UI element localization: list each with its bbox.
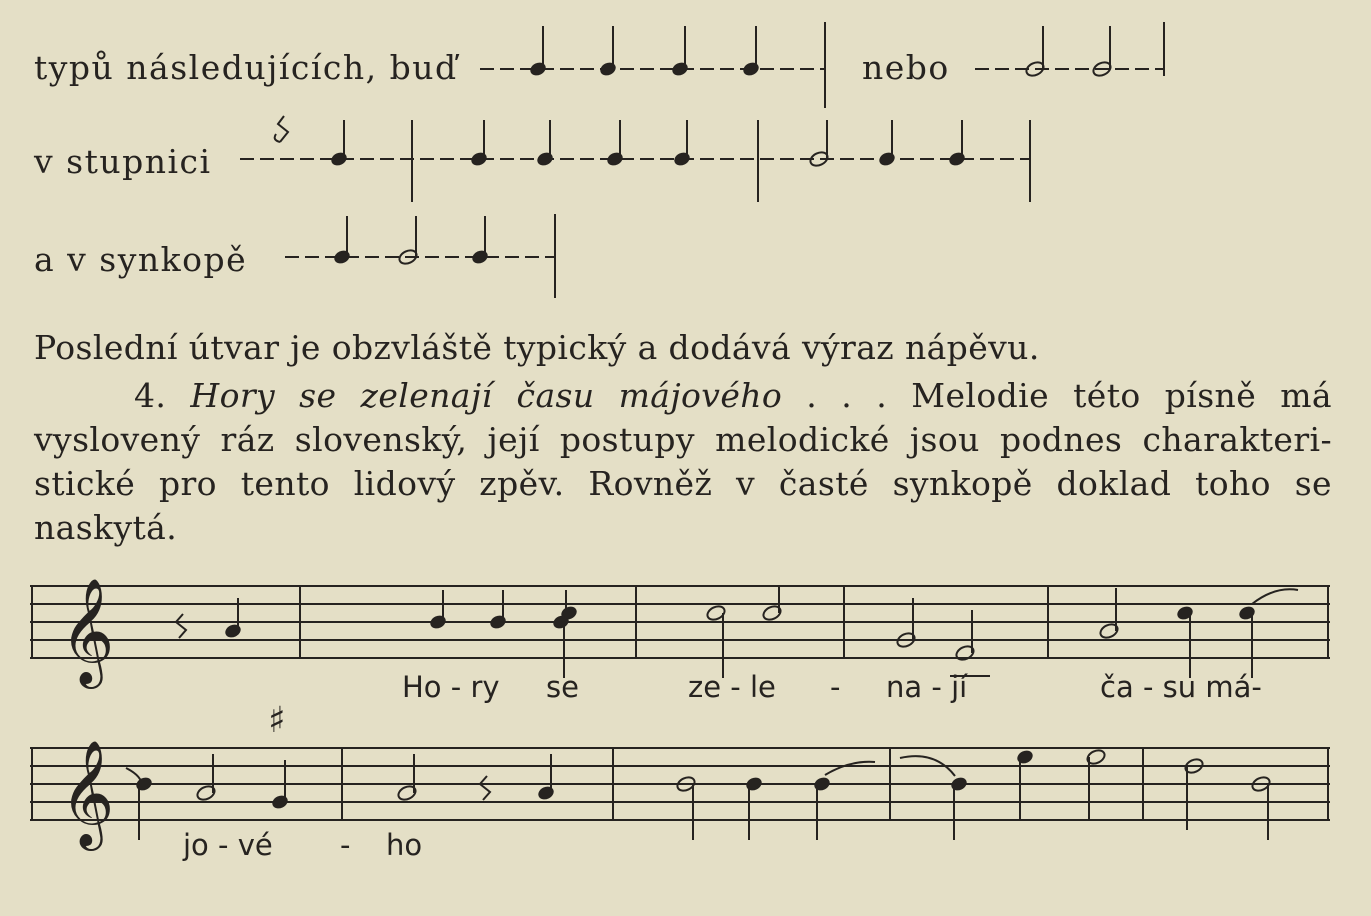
rhythm-figure-3 (285, 212, 575, 302)
treble-clef-icon: 𝄞 (60, 577, 115, 684)
staff-2-lyric-3: ho (386, 828, 423, 862)
staff-1-lyric-4: - (830, 670, 841, 704)
song-title: Hory se zelenají času májového (190, 376, 783, 415)
paragraph-1: Poslední útvar je obzvláště typický a dodává výraz nápěvu. (34, 328, 1040, 367)
staff-1-lyric-5: na - jí (886, 670, 968, 704)
sharp-sign: ♯ (268, 700, 286, 741)
staff-1-lyric-1: Ho - ry (402, 670, 500, 704)
staff-1-lyric-6: ča - su má- (1100, 670, 1262, 704)
paragraph-2-line-1: 4. Hory se zelenají času májového . . . Melodie této písně má (134, 376, 1333, 415)
rhythm-line-2-label: v stupnici (34, 142, 212, 181)
staff-2-lyric-2: - (340, 828, 351, 862)
staff-2-lyric-1: jo - vé (183, 828, 273, 862)
rhythm-line-1-connector: nebo (862, 48, 950, 87)
rhythm-line-3-label: a v synkopě (34, 240, 248, 279)
rhythm-figure-2 (240, 110, 1040, 210)
treble-clef-icon-2: 𝄞 (60, 739, 115, 846)
paragraph-2 (34, 374, 1332, 550)
staff-1-lyric-2: se (546, 670, 579, 704)
paragraph-2-line-3: stické pro tento lidový zpěv. Rovněž v časté synkopě doklad toho se (34, 464, 1332, 503)
staff-1-lyric-3: ze - le (688, 670, 776, 704)
paragraph-2-line-2: vyslovený ráz slovenský, její postupy melodické jsou podnes charakteri- (34, 420, 1332, 459)
rhythm-line-1-label: typů následujících, buď (34, 48, 458, 87)
paragraph-2-line-4: naskytá. (34, 508, 178, 547)
rhythm-figure-1 (480, 20, 1200, 115)
